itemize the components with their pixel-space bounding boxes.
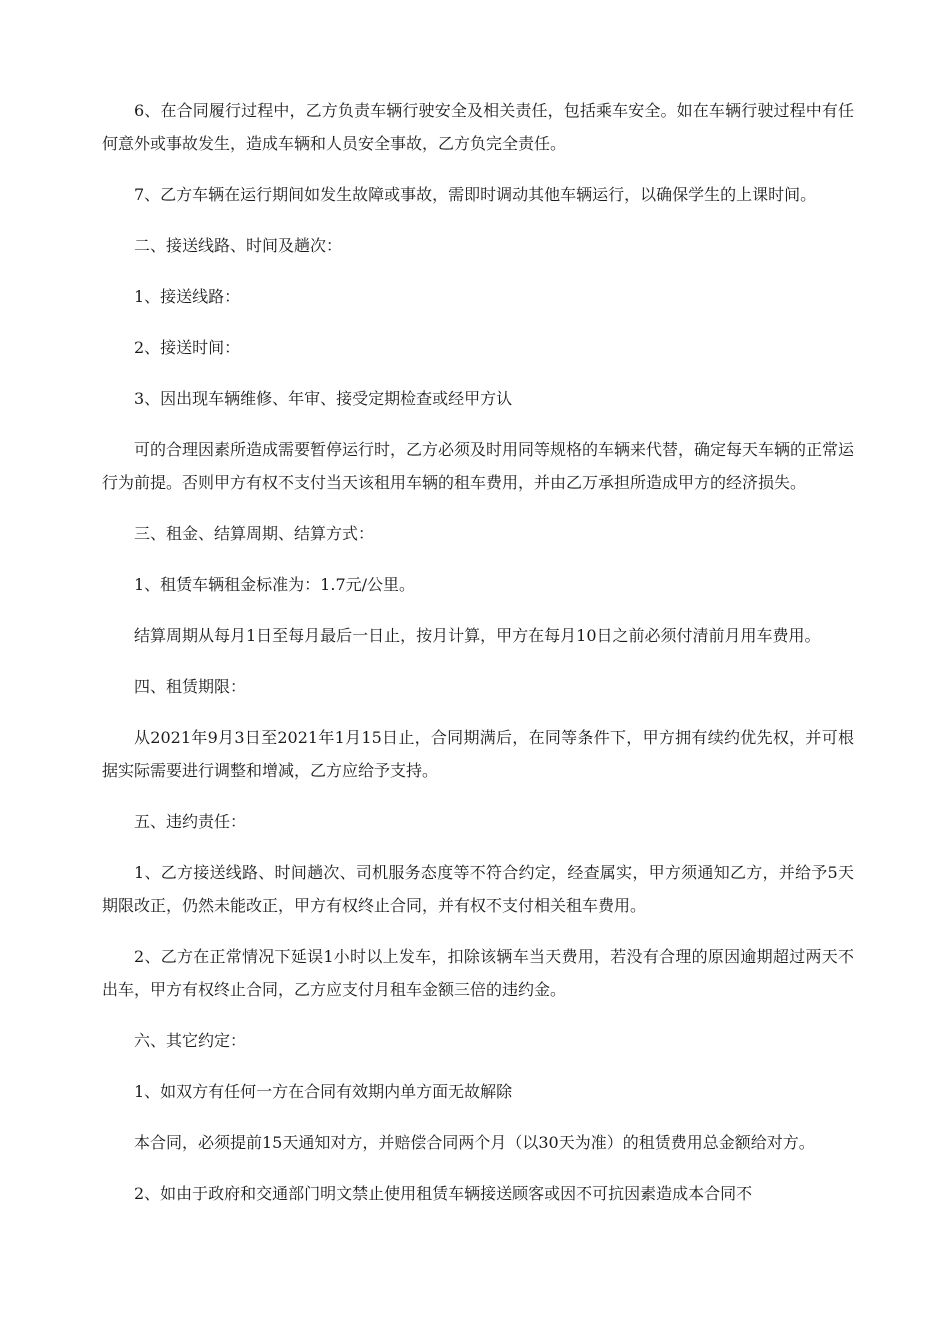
document-body [102, 94, 854, 1228]
section-2-suspension-continued: 可的合理因素所造成需要暂停运行时，乙方必须及时用同等规格的车辆来代替，确定每天车辆的正常运行为前提。否则甲方有权不支付当天该租用车辆的租车费用，并由乙万承担所造成甲方的经济损失。 [102, 440, 855, 492]
clause-6-safety-responsibility: 6、在合同履行过程中，乙方负责车辆行驶安全及相关责任，包括乘车安全。如在车辆行驶过程中有任何意外或事故发生，造成车辆和人员安全事故，乙方负完全责任。 [102, 101, 854, 153]
section-2-item-suspension: 3、因出现车辆维修、年审、接受定期检查或经甲方认 [134, 389, 513, 408]
section-6-heading: 六、其它约定： [134, 1031, 247, 1050]
section-6-item-government-ban: 2、如由于政府和交通部门明文禁止使用租赁车辆接送顾客或因不可抗因素造成本合同不 [134, 1184, 753, 1203]
section-3-heading: 三、租金、结算周期、结算方式： [134, 524, 375, 543]
section-3-item-rate: 1、租赁车辆租金标准为：1.7元/公里。 [134, 575, 416, 594]
section-6-termination-continued: 本合同，必须提前15天通知对方，并赔偿合同两个月（以30天为准）的租赁费用总金额给对方。 [134, 1133, 815, 1152]
section-2-item-route: 1、接送线路： [134, 287, 241, 306]
clause-7-breakdown-replacement: 7、乙方车辆在运行期间如发生故障或事故，需即时调动其他车辆运行，以确保学生的上课时间。 [134, 185, 817, 204]
section-5-item-delay: 2、乙方在正常情况下延误1小时以上发车，扣除该辆车当天费用，若没有合理的原因逾期超过两天不出车，甲方有权终止合同，乙方应支付月租车金额三倍的违约金。 [102, 947, 854, 999]
section-2-heading: 二、接送线路、时间及趟次： [134, 236, 343, 255]
section-3-settlement-period: 结算周期从每月1日至每月最后一日止，按月计算，甲方在每月10日之前必须付清前月用车费用。 [134, 626, 821, 645]
section-5-item-nonconformity: 1、乙方接送线路、时间趟次、司机服务态度等不符合约定，经查属实，甲方须通知乙方，并给予5天期限改正，仍然未能改正，甲方有权终止合同，并有权不支付相关租车费用。 [102, 863, 854, 915]
section-5-heading: 五、违约责任： [134, 812, 247, 831]
section-6-item-termination: 1、如双方有任何一方在合同有效期内单方面无故解除 [134, 1082, 513, 1101]
section-2-item-time: 2、接送时间： [134, 338, 241, 357]
section-4-heading: 四、租赁期限： [134, 677, 247, 696]
section-4-lease-term: 从2021年9月3日至2021年1月15日止，合同期满后，在同等条件下，甲方拥有续约优先权，并可根据实际需要进行调整和增减，乙方应给予支持。 [102, 728, 854, 780]
